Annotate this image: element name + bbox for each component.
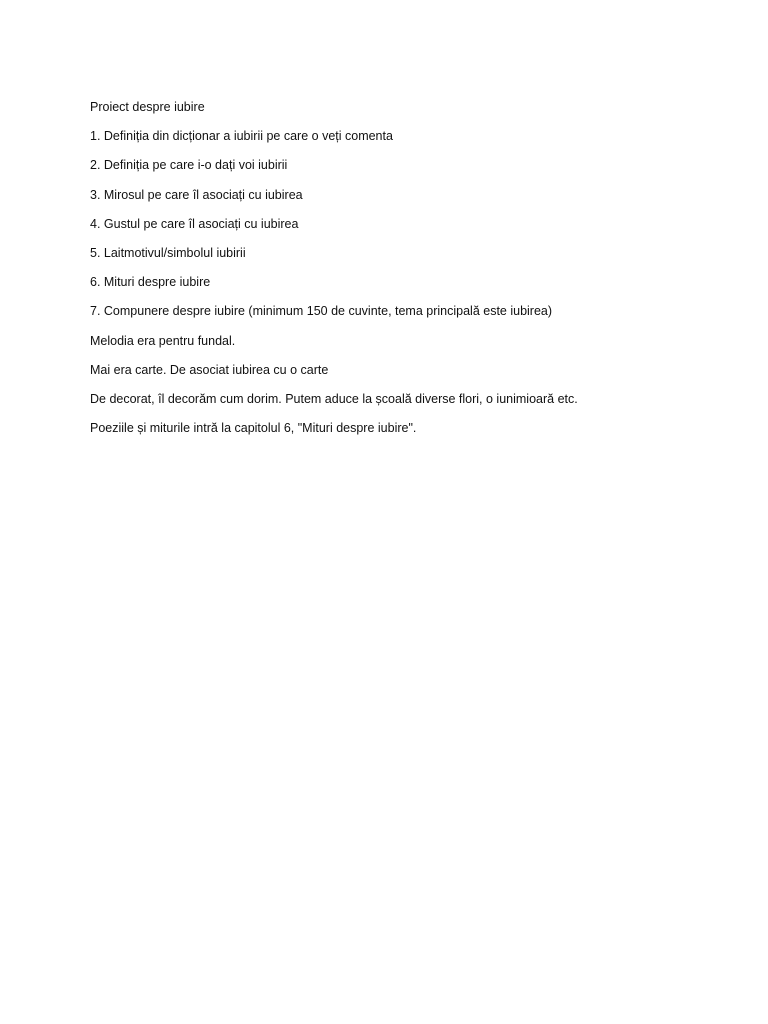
document-body xyxy=(90,93,730,443)
note-paragraph: Mai era carte. De asociat iubirea cu o carte xyxy=(90,362,329,377)
list-item: 4. Gustul pe care îl asociați cu iubirea xyxy=(90,216,299,231)
list-item: 6. Mituri despre iubire xyxy=(90,275,211,290)
note-paragraph: Poeziile și miturile intră la capitolul 6, "Mituri despre iubire". xyxy=(90,421,417,436)
list-item: 7. Compunere despre iubire (minimum 150 de cuvinte, tema principală este iubirea) xyxy=(90,304,553,319)
list-item: 3. Mirosul pe care îl asociați cu iubirea xyxy=(90,187,303,202)
list-item: 1. Definiția din dicționar a iubirii pe care o veți comenta xyxy=(90,129,393,144)
document-title: Proiect despre iubire xyxy=(90,100,205,114)
note-paragraph: De decorat, îl decorăm cum dorim. Putem aduce la școală diverse flori, o iunimioară etc. xyxy=(90,392,578,407)
note-paragraph: Melodia era pentru fundal. xyxy=(90,333,236,348)
list-item: 5. Laitmotivul/simbolul iubirii xyxy=(90,246,246,261)
list-item: 2. Definiția pe care i-o dați voi iubirii xyxy=(90,158,288,173)
